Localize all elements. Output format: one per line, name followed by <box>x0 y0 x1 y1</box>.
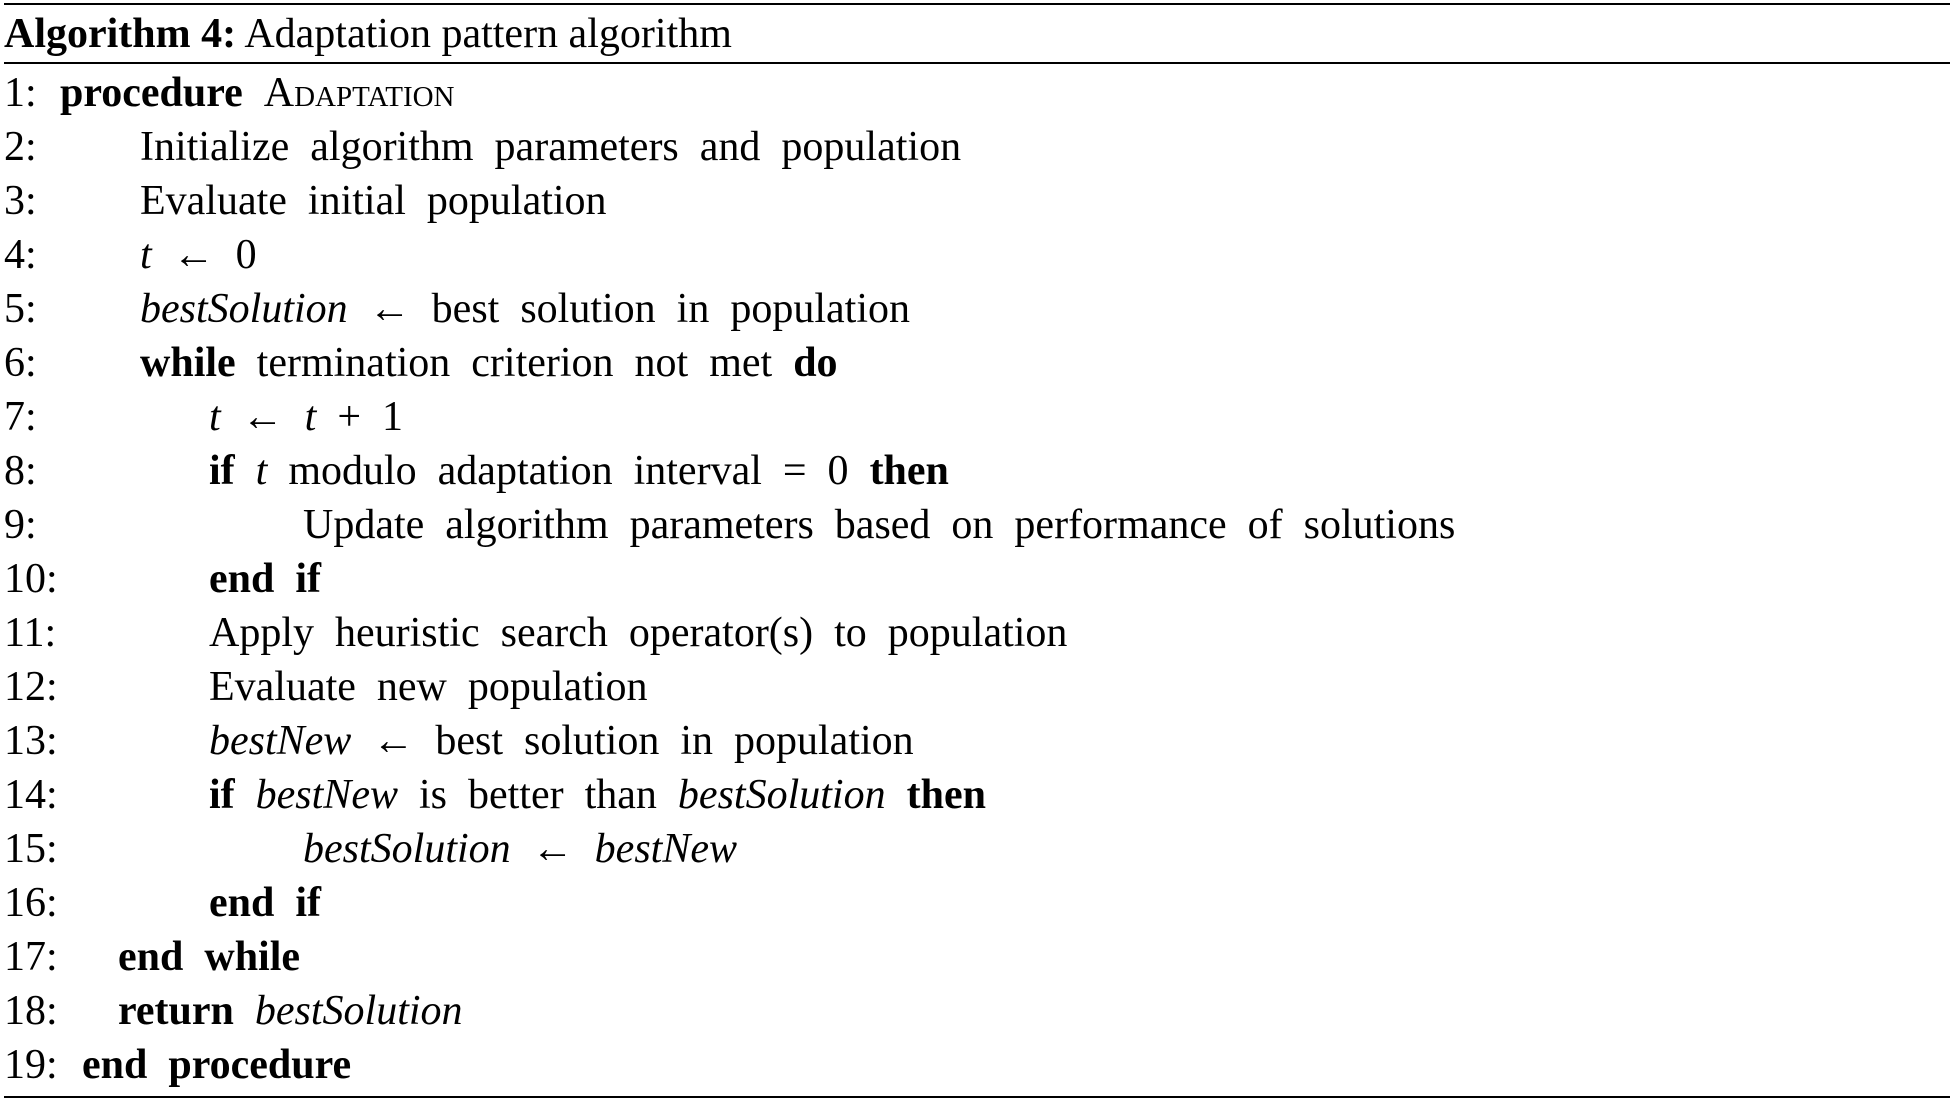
line-code <box>303 822 737 876</box>
code-text: Initialize algorithm parameters and population <box>140 124 962 170</box>
line-code <box>60 66 455 120</box>
variable: bestSolution <box>254 988 463 1034</box>
variable: t <box>304 394 317 440</box>
line-number: 7: <box>4 394 37 440</box>
variable: bestSolution <box>140 286 348 332</box>
procedure-name: Adaptation <box>263 70 455 116</box>
algorithm-line <box>4 876 1950 930</box>
top-rule <box>4 3 1950 5</box>
code-text: termination criterion not met <box>235 340 794 386</box>
line-code <box>209 444 949 498</box>
code-text: Update algorithm parameters based on performance of solutions <box>303 502 1456 548</box>
variable: t <box>209 394 221 440</box>
algorithm-lines <box>4 66 1950 1092</box>
algorithm-line <box>4 66 1950 120</box>
caption-title: Adaptation pattern algorithm <box>244 11 732 57</box>
code-text: ← best solution in population <box>347 286 910 332</box>
line-number: 15: <box>4 826 58 872</box>
line-number: 16: <box>4 880 58 926</box>
code-text <box>234 988 255 1034</box>
code-text <box>235 448 256 494</box>
algorithm-line <box>4 660 1950 714</box>
line-number: 1: <box>4 70 37 116</box>
code-text <box>886 772 907 818</box>
code-text: ← <box>220 394 305 440</box>
keyword: end procedure <box>82 1042 352 1088</box>
code-text: is better than <box>397 772 678 818</box>
line-code <box>118 984 463 1038</box>
line-number: 18: <box>4 988 58 1034</box>
algorithm-line <box>4 228 1950 282</box>
keyword: if <box>209 772 235 818</box>
line-code <box>140 228 257 282</box>
line-number: 8: <box>4 448 37 494</box>
code-text <box>243 70 264 116</box>
line-code <box>209 768 986 822</box>
line-code <box>140 336 838 390</box>
keyword: procedure <box>60 70 243 116</box>
keyword: return <box>118 988 234 1034</box>
line-code <box>209 714 914 768</box>
algorithm-line <box>4 984 1950 1038</box>
algorithm-line <box>4 1038 1950 1092</box>
line-code <box>209 876 321 930</box>
line-number: 5: <box>4 286 37 332</box>
algorithm-line <box>4 930 1950 984</box>
line-number: 10: <box>4 556 58 602</box>
line-number: 9: <box>4 502 37 548</box>
algorithm-line <box>4 552 1950 606</box>
variable: bestNew <box>255 772 398 818</box>
code-text: ← 0 <box>151 232 257 278</box>
line-number: 6: <box>4 340 37 386</box>
code-text: Evaluate initial population <box>140 178 607 224</box>
line-code <box>118 930 300 984</box>
line-code <box>209 660 648 714</box>
line-number: 13: <box>4 718 58 764</box>
code-text: Apply heuristic search operator(s) to population <box>209 610 1068 656</box>
keyword: end if <box>209 880 322 926</box>
code-text <box>235 772 256 818</box>
line-number: 4: <box>4 232 37 278</box>
algorithm-line <box>4 282 1950 336</box>
caption-rule <box>4 62 1950 64</box>
line-code <box>140 120 961 174</box>
variable: bestSolution <box>303 826 511 872</box>
algorithm-line <box>4 174 1950 228</box>
code-text: ← <box>510 826 595 872</box>
algorithm-line <box>4 336 1950 390</box>
variable: bestSolution <box>677 772 886 818</box>
code-text: Evaluate new population <box>209 664 648 710</box>
algorithm-line <box>4 120 1950 174</box>
line-number: 19: <box>4 1042 58 1088</box>
keyword: if <box>209 448 235 494</box>
algorithm-line <box>4 498 1950 552</box>
keyword: end if <box>209 556 322 602</box>
keyword: do <box>793 340 838 386</box>
line-code <box>209 552 321 606</box>
line-code <box>209 606 1067 660</box>
line-code <box>209 390 403 444</box>
line-number: 17: <box>4 934 58 980</box>
algorithm-line <box>4 390 1950 444</box>
code-text: ← best solution in population <box>351 718 914 764</box>
keyword: while <box>140 340 236 386</box>
line-number: 11: <box>4 610 57 656</box>
variable: bestNew <box>209 718 352 764</box>
algorithm-line <box>4 444 1950 498</box>
algorithm-line <box>4 714 1950 768</box>
algorithm-line <box>4 768 1950 822</box>
code-text: modulo adaptation interval = 0 <box>267 448 870 494</box>
line-number: 3: <box>4 178 37 224</box>
line-code <box>140 282 910 336</box>
variable: t <box>140 232 152 278</box>
line-number: 14: <box>4 772 58 818</box>
keyword: then <box>869 448 949 494</box>
algorithm-line <box>4 822 1950 876</box>
keyword: then <box>906 772 986 818</box>
line-number: 12: <box>4 664 58 710</box>
caption-label: Algorithm 4: <box>4 11 237 57</box>
variable: t <box>255 448 268 494</box>
algorithm-line <box>4 606 1950 660</box>
line-code <box>303 498 1455 552</box>
keyword: end while <box>118 934 301 980</box>
code-text: + 1 <box>316 394 404 440</box>
algorithm-caption <box>4 6 732 62</box>
line-code <box>82 1038 351 1092</box>
bottom-rule <box>4 1096 1950 1098</box>
line-number: 2: <box>4 124 37 170</box>
line-code <box>140 174 607 228</box>
variable: bestNew <box>594 826 737 872</box>
